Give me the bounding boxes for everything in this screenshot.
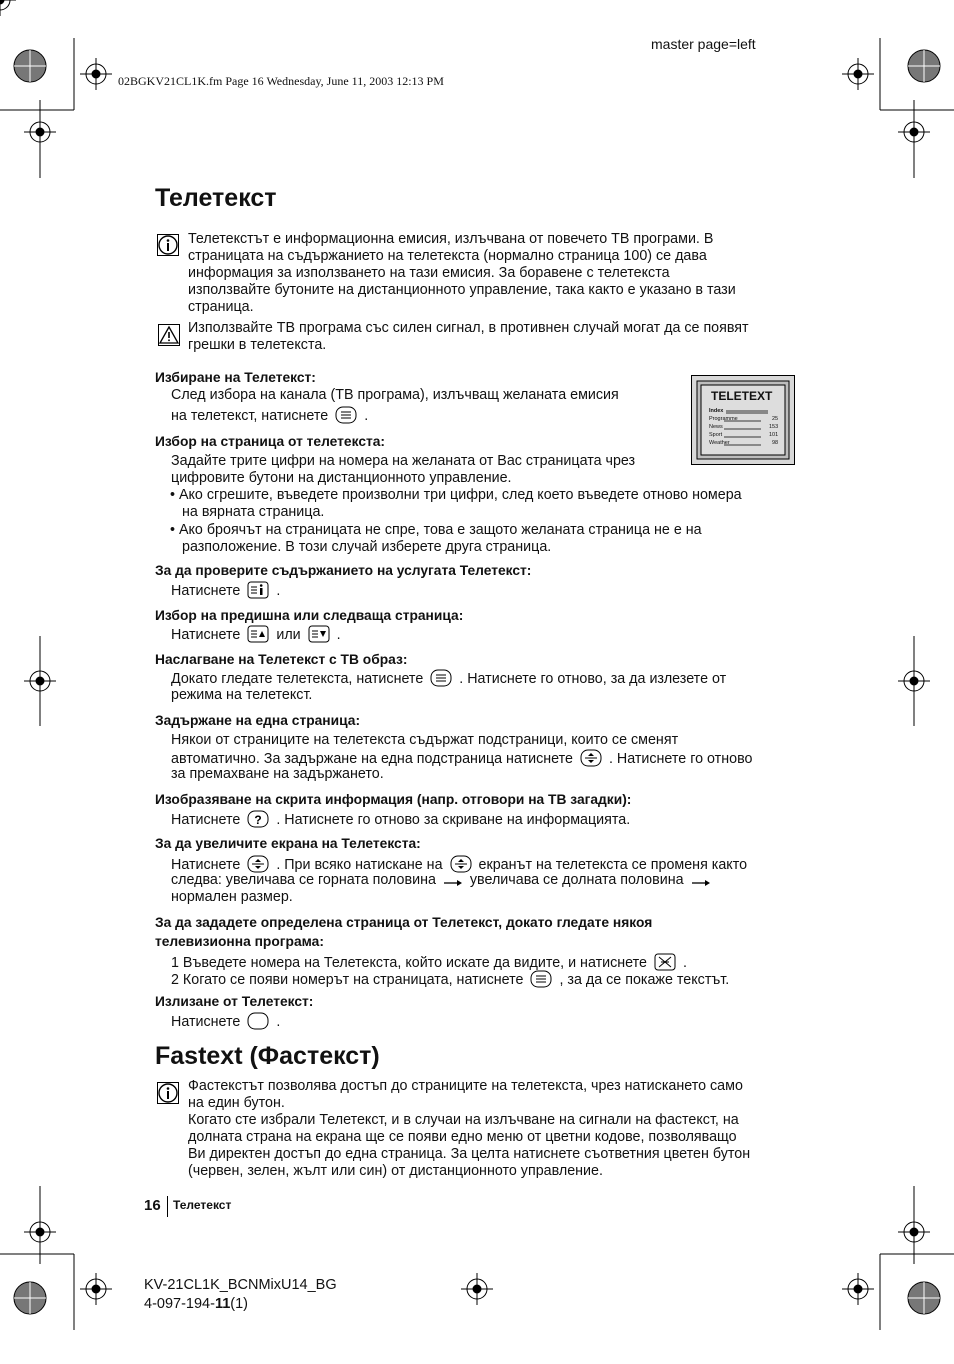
- text-fragment: или: [276, 627, 301, 643]
- fastext-line: долната страна на екрана ще се появи едно меню от цветни кодове, позволяващо: [188, 1129, 737, 1145]
- warning-icon: [158, 324, 180, 346]
- teletext-row-label: Index: [709, 408, 724, 414]
- footer-section-name: Телетекст: [173, 1198, 232, 1212]
- section-heading: Изобразяване на скрита информация (напр. отговори на ТВ загадки):: [155, 792, 632, 807]
- text-fragment: 1 Въведете номера на Телетекста, който искате да видите, и натиснете: [171, 955, 647, 971]
- intro-info-note: [188, 231, 800, 316]
- section-text: [171, 1012, 280, 1031]
- teletext-row-label: Weather: [709, 440, 730, 446]
- section-heading: Задържане на една страница:: [155, 713, 361, 728]
- teletext-button-icon: [530, 970, 552, 988]
- fastext-line: Фастекстът позволява достъп до страниците на телетекста, чрез натискането само: [188, 1078, 743, 1094]
- text-fragment: Натиснете: [171, 583, 241, 599]
- teletext-button-icon: [430, 669, 452, 687]
- numbered-step: [171, 970, 729, 989]
- info-line: използвайте бутоните на дистанционното управление, така както е указано в тази: [188, 282, 736, 298]
- section-text: [171, 406, 368, 425]
- fastext-line: (червен, зелен, жълт или син) от дистанционното управление.: [188, 1163, 603, 1179]
- section-heading: телевизионна програма:: [155, 934, 324, 949]
- text-fragment: . Натиснете го отново за скриване на информацията.: [276, 812, 631, 828]
- text-fragment: Натиснете: [171, 627, 241, 643]
- section-text: [171, 872, 714, 889]
- section-text: [171, 625, 341, 644]
- print-header: 02BGKV21CL1K.fm Page 16 Wednesday, June 11, 2003 12:13 PM: [118, 74, 444, 88]
- teletext-row-label: Sport: [709, 432, 723, 438]
- enlarge-button-icon: [450, 855, 472, 873]
- text-fragment: автоматично. За задържане на една подстраница натиснете: [171, 751, 573, 767]
- arrow-right-icon: [443, 878, 463, 888]
- text-fragment: .: [682, 955, 687, 971]
- text-fragment: . Натиснете го отново: [608, 751, 753, 767]
- text-fragment: . При всяко натискане на: [276, 857, 443, 873]
- section-text: След избора на канала (ТВ програма), излъчващ желаната емисия: [171, 387, 619, 403]
- part-number-c: (1): [230, 1296, 249, 1312]
- master-page-label: master page=left: [651, 36, 756, 52]
- text-fragment: .: [336, 627, 341, 643]
- page-down-button-icon: [308, 625, 330, 643]
- intro-warning-note: [188, 320, 800, 354]
- bullet-item: • Ако сгрешите, въведете произволни три цифри, след което въведете отново номера: [170, 487, 742, 503]
- page-title: Телетекст: [155, 184, 277, 212]
- section-heading: Наслагване на Телетекст с ТВ образ:: [155, 652, 408, 667]
- teletext-row-value: 98: [772, 440, 779, 446]
- section-text: Някои от страниците на телетекста съдържат подстраници, които се сменят: [171, 732, 679, 748]
- section-text: [171, 581, 280, 600]
- text-fragment: . Натиснете го отново, за да излезете от: [459, 671, 727, 687]
- enlarge-button-icon: [247, 855, 269, 873]
- reveal-button-icon: [247, 810, 269, 828]
- text-fragment: Натиснете: [171, 857, 241, 873]
- fastext-info-note: [188, 1078, 800, 1180]
- bullet-item-cont: на вярната страница.: [182, 504, 325, 520]
- text-fragment: .: [364, 408, 369, 424]
- arrow-right-icon: [691, 878, 711, 888]
- text-fragment: Докато гледате телетекста, натиснете: [171, 671, 424, 687]
- part-number-a: 4-097-194-: [144, 1296, 215, 1312]
- bullet-item-cont: разположение. В този случай изберете друга страница.: [182, 539, 552, 555]
- teletext-screen-illustration: [691, 375, 795, 465]
- teletext-row-value: 153: [769, 424, 779, 430]
- text-fragment: , за да се покаже текстът.: [559, 972, 730, 988]
- teletext-index-button-icon: [247, 581, 269, 599]
- text-fragment: екранът на телетекста се променя както: [478, 857, 748, 873]
- section-text: режима на телетекст.: [171, 687, 313, 703]
- section-heading: За да увеличите екрана на Телетекста:: [155, 836, 421, 851]
- section-heading: Избиране на Телетекст:: [155, 370, 316, 385]
- text-fragment: 2 Когато се появи номерът на страницата, натиснете: [171, 972, 524, 988]
- info-icon: [157, 1082, 179, 1104]
- warning-line: Използвайте ТВ програма със силен сигнал, в противнен случай могат да се появят: [188, 320, 749, 336]
- tv-button-icon: [247, 1012, 269, 1030]
- teletext-button-icon: [335, 406, 357, 424]
- teletext-row-label: Programme: [709, 416, 738, 422]
- fastext-line: Ви директен достъп до една страница. За целта натиснете съответния цветен бутон: [188, 1146, 751, 1162]
- info-line: Телетекстът е информационна емисия, излъчвана от повечето ТВ програми. В: [188, 231, 714, 247]
- hold-button-icon: [580, 749, 602, 767]
- info-icon: [157, 234, 179, 256]
- model-code: KV-21CL1K_BCNMixU14_BG: [144, 1277, 337, 1293]
- section-text: [171, 810, 630, 829]
- page-number: 16: [144, 1197, 161, 1214]
- svg-text:?: ?: [254, 813, 263, 827]
- section-text: Задайте трите цифри на номера на желаната от Вас страницата чрез: [171, 453, 636, 469]
- info-line: страница.: [188, 299, 254, 315]
- section-heading: Избор на предишна или следваща страница:: [155, 608, 464, 623]
- part-number: [144, 1296, 248, 1312]
- fastext-line: Когато сте избрали Телетекст, и в случаи на излъчване на сигнали на фастекст, на: [188, 1112, 739, 1128]
- teletext-screen-title: TELETEXT: [711, 389, 773, 403]
- part-number-b: 11: [214, 1296, 231, 1312]
- section-heading: За да зададете определена страница от Телетекст, докато гледате някоя: [155, 915, 653, 930]
- fastext-line: на един бутон.: [188, 1095, 285, 1111]
- section-text: [171, 669, 726, 688]
- info-line: информация за използването на тази емисия. За боравене с телетекста: [188, 265, 670, 281]
- footer-divider: [167, 1196, 168, 1217]
- text-fragment: .: [276, 1014, 281, 1030]
- section-heading: За да проверите съдържанието на услугата Телетекст:: [155, 563, 532, 578]
- page-up-button-icon: [247, 625, 269, 643]
- text-fragment: .: [276, 583, 281, 599]
- text-fragment: Натиснете: [171, 1014, 241, 1030]
- teletext-row-value: 25: [772, 416, 779, 422]
- info-line: страницата на съдържанието на телетекста (нормално страница 100) се дава: [188, 248, 707, 264]
- section-text: нормален размер.: [171, 889, 293, 905]
- text-fragment: увеличава се долната половина: [469, 872, 684, 888]
- fastext-title: Fastext (Фастекст): [155, 1042, 380, 1070]
- cancel-button-icon: [654, 953, 676, 971]
- section-heading: Избор на страница от телетекста:: [155, 434, 386, 449]
- section-text: за премахване на задържането.: [171, 766, 384, 782]
- bullet-item: • Ако броячът на страницата не спре, това е защото желаната страница не е на: [170, 522, 702, 538]
- teletext-row-value: 101: [769, 432, 779, 438]
- text-fragment: на телетекст, натиснете: [171, 408, 329, 424]
- text-fragment: следва: увеличава се горната половина: [171, 872, 436, 888]
- section-text: цифровите бутони на дистанционното управление.: [171, 470, 512, 486]
- text-fragment: Натиснете: [171, 812, 241, 828]
- warning-line: грешки в телетекста.: [188, 337, 327, 353]
- teletext-row-label: News: [709, 424, 723, 430]
- section-heading: Излизане от Телетекст:: [155, 994, 314, 1009]
